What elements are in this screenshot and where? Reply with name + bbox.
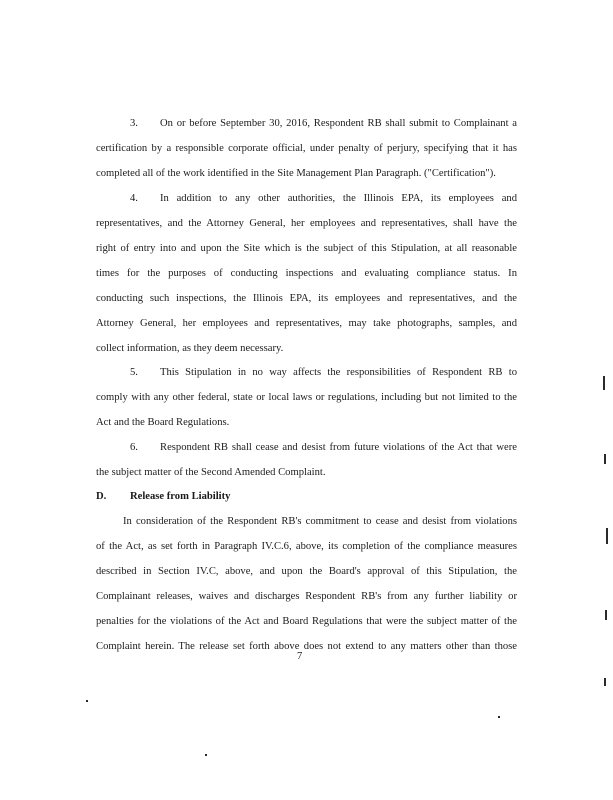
paragraph-5-number: 5. [130, 367, 138, 378]
release-line-4: Complainant releases, waives and discharges Respondent RB's from any further liability or [96, 591, 517, 602]
scan-mark [604, 454, 606, 464]
scan-mark [205, 754, 207, 756]
release-line-5: penalties for the violations of the Act and Board Regulations that were the subject matter of the [96, 616, 517, 627]
scan-mark [604, 678, 606, 686]
release-line-1: In consideration of the Respondent RB's commitment to cease and desist from violations [123, 516, 517, 527]
section-d-letter: D. [96, 491, 107, 502]
paragraph-4-line-3: right of entry into and upon the Site which is the subject of this Stipulation, at all reasonable [96, 243, 517, 254]
paragraph-3-number: 3. [130, 118, 138, 129]
release-line-6: Complaint herein. The release set forth above does not extend to any matters other than those [96, 641, 517, 652]
scan-mark [86, 700, 88, 702]
paragraph-4-line-5: conducting such inspections, the Illinois EPA, its employees and representatives, and the [96, 293, 517, 304]
paragraph-3-line-1: On or before September 30, 2016, Respondent RB shall submit to Complainant a [160, 118, 517, 129]
paragraph-4-line-4: times for the purposes of conducting inspections and evaluating compliance status. In [96, 268, 517, 279]
scan-mark [498, 716, 500, 718]
release-line-3: described in Section IV.C, above, and upon the Board's approval of this Stipulation, the [96, 566, 517, 577]
paragraph-4-number: 4. [130, 193, 138, 204]
paragraph-5-line-3: Act and the Board Regulations. [96, 417, 230, 428]
scan-mark [606, 528, 608, 544]
paragraph-6-number: 6. [130, 442, 138, 453]
section-d-title: Release from Liability [130, 491, 231, 502]
paragraph-4-line-7: collect information, as they deem necessary. [96, 343, 284, 354]
page-number: 7 [297, 651, 303, 662]
paragraph-3-line-2: certification by a responsible corporate official, under penalty of perjury, specifying that it has [96, 143, 517, 154]
paragraph-6-line-2: the subject matter of the Second Amended Complaint. [96, 467, 326, 478]
paragraph-5-line-2: comply with any other federal, state or local laws or regulations, including but not limited to the [96, 392, 517, 403]
paragraph-5-line-1: This Stipulation in no way affects the responsibilities of Respondent RB to [160, 367, 517, 378]
scan-mark [605, 610, 607, 620]
paragraph-6-line-1: Respondent RB shall cease and desist from future violations of the Act that were [160, 442, 517, 453]
release-line-2: of the Act, as set forth in Paragraph IV.C.6, above, its completion of the compliance measures [96, 541, 517, 552]
scan-mark [603, 376, 605, 390]
paragraph-4-line-2: representatives, and the Attorney General, her employees and representatives, shall have the [96, 218, 517, 229]
paragraph-4-line-1: In addition to any other authorities, the Illinois EPA, its employees and [160, 193, 517, 204]
paragraph-4-line-6: Attorney General, her employees and representatives, may take photographs, samples, and [96, 318, 517, 329]
paragraph-3-line-3: completed all of the work identified in the Site Management Plan Paragraph. ("Certification"). [96, 168, 496, 179]
